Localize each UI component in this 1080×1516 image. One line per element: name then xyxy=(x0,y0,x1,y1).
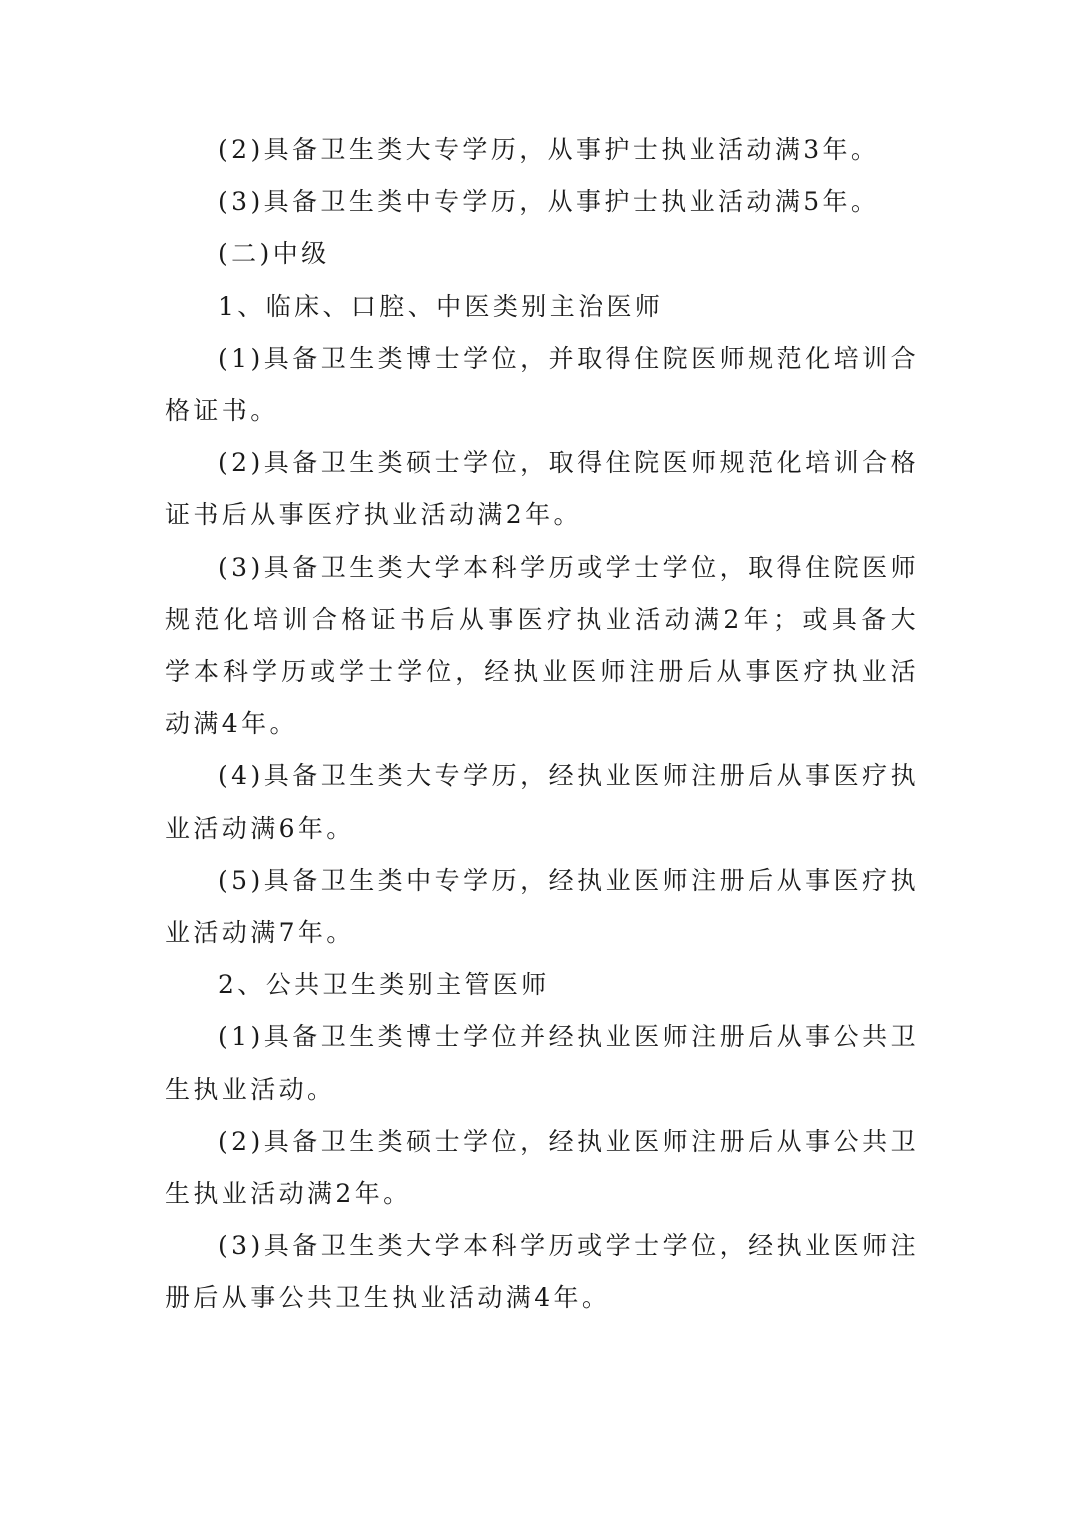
attending-criteria-2: (2)具备卫生类硕士学位，取得住院医师规范化培训合格证书后从事医疗执业活动满2年。 xyxy=(165,448,919,530)
subsection-heading-attending-physician: 1、临床、口腔、中医类别主治医师 xyxy=(218,291,664,321)
public-health-criteria-1: (1)具备卫生类博士学位并经执业医师注册后从事公共卫生执业活动。 xyxy=(165,1022,919,1104)
nurse-criteria-3: (3)具备卫生类中专学历，从事护士执业活动满5年。 xyxy=(218,187,880,217)
attending-criteria-3: (3)具备卫生类大学本科学历或学士学位，取得住院医师规范化培训合格证书后从事医疗执业活动满2年；或具备大学本科学历或学士学位，经执业医师注册后从事医疗执业活动满4年。 xyxy=(165,552,919,739)
attending-criteria-1: (1)具备卫生类博士学位，并取得住院医师规范化培训合格证书。 xyxy=(165,343,919,426)
public-health-criteria-2: (2)具备卫生类硕士学位，经执业医师注册后从事公共卫生执业活动满2年。 xyxy=(165,1126,919,1209)
public-health-criteria-3: (3)具备卫生类大学本科学历或学士学位，经执业医师注册后从事公共卫生执业活动满4年。 xyxy=(165,1231,919,1313)
nurse-criteria-2: (2)具备卫生类大专学历，从事护士执业活动满3年。 xyxy=(218,135,880,164)
section-heading-intermediate: (二)中级 xyxy=(218,239,330,269)
document-page xyxy=(165,124,919,1325)
attending-criteria-5: (5)具备卫生类中专学历，经执业医师注册后从事医疗执业活动满7年。 xyxy=(165,865,919,948)
attending-criteria-4: (4)具备卫生类大专学历，经执业医师注册后从事医疗执业活动满6年。 xyxy=(165,761,919,843)
subsection-heading-public-health: 2、公共卫生类别主管医师 xyxy=(218,970,550,1000)
